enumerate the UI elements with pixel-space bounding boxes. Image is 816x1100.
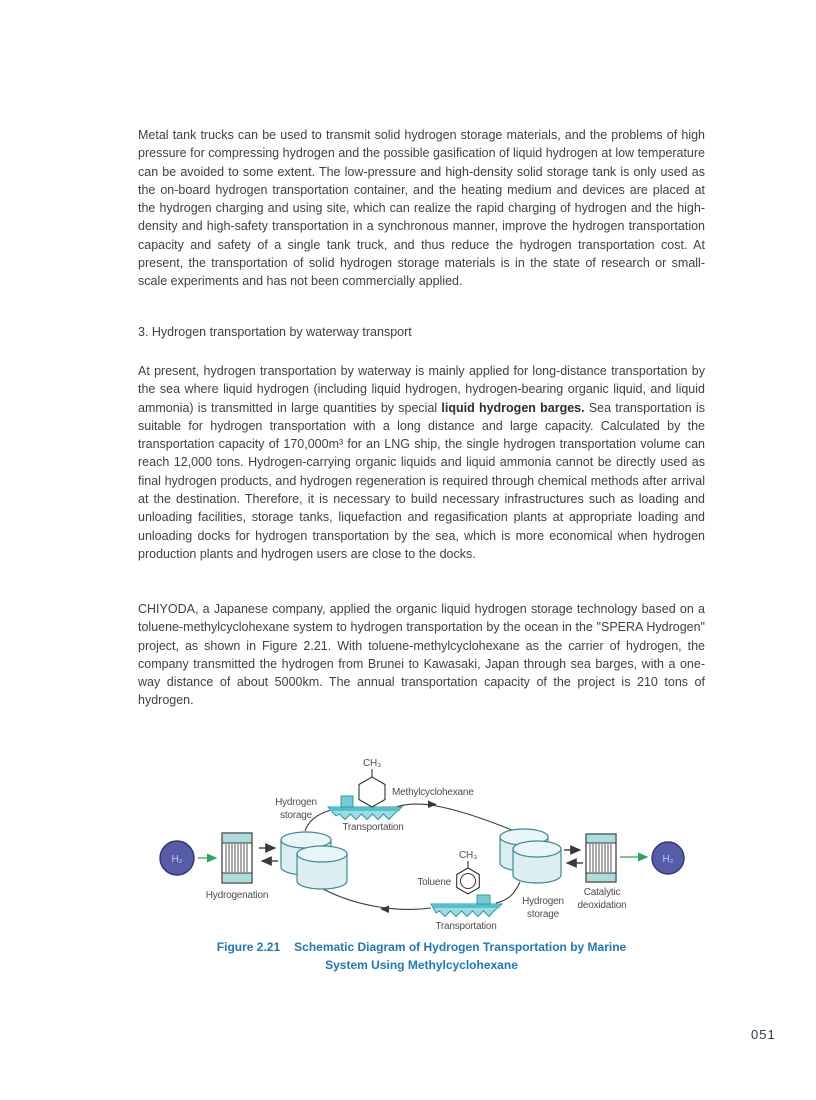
benzene-circle: [461, 874, 476, 889]
bold-term-liquid-hydrogen-barges: liquid hydrogen barges.: [441, 400, 585, 415]
hydrogen-storage-tanks-left: [281, 832, 347, 889]
ship-cabin: [477, 895, 490, 904]
paragraph-text: Sea transportation is suitable for hydrogen transportation with a long distance and large capacity. Calculated by the transportation capacity of 170,000m³ for an LNG ship, the single hydrogen transportation volume can reach 12,000 tons. Hydrogen-carrying organic liquids and liquid ammonia cannot be directly used as final hydrogen products, and hydrogen regeneration is required through chemical methods after arrival at the destination. Therefore, it is necessary to build necessary infrastructures such as loading and unloading facilities, storage tanks, liquefaction and regasification plants at appropriate loading and unloading docks for hydrogen transportation by the sea, which is more economical when hydrogen production plants and hydrogen users are close to the docks.: [138, 400, 705, 561]
hydrogen-storage-left-label: Hydrogen: [275, 797, 317, 808]
reactor-bottom-band: [222, 873, 252, 883]
methylcyclohexane-label: Methylcyclohexane: [392, 787, 474, 798]
cycle-arc-bottom-left: [323, 889, 431, 909]
tank-top: [513, 841, 561, 857]
paragraph-chiyoda: CHIYODA, a Japanese company, applied the organic liquid hydrogen storage technology based on a toluene-methylcyclohexane system to hydrogen transportation by the ocean in the "SPERA Hydrogen" project, as shown in Figure 2.21. With toluene-methylcyclohexane as the carrier of hydrogen, the company transmitted the hydrogen from Brunei to Kawasaki, Japan through sea barges, with a one-way distance of about 5000km. The annual transportation capacity of the project is 210 tons of hydrogen.: [138, 602, 705, 708]
cycle-arc-top-right: [396, 804, 512, 830]
ch3-top-label: CH₃: [363, 758, 381, 769]
figure-caption: [138, 938, 705, 974]
figure-caption-label: Figure 2.21: [216, 940, 281, 954]
paragraph-solid-storage: Metal tank trucks can be used to transmit solid hydrogen storage materials, and the problems of high pressure for compressing hydrogen and the possible gasification of liquid hydrogen at low temperature can be avoided to some extent. The low-pressure and high-density solid storage tank is only used as the on-board hydrogen transportation container, and the heating medium and devices are placed at the hydrogen charging and using site, which can realize the rapid charging of hydrogen and the high-density and high-safety transportation in a synchronous manner, improve the hydrogen transportation capacity and safety of a single tank truck, and thus reduce the hydrogen transportation cost. At present, the transportation of solid hydrogen storage materials is in the state of research or small-scale experiments and has not been commercially applied.: [138, 128, 705, 289]
figure-2-21-diagram: [140, 748, 710, 943]
hydrogen-storage-left-label: storage: [280, 810, 312, 821]
transportation-bottom-label: Transportation: [435, 921, 497, 932]
section-heading: 3. Hydrogen transportation by waterway transport: [138, 325, 412, 339]
reactor-top-band: [222, 833, 252, 843]
hydrogen-storage-right-label: Hydrogen: [522, 896, 564, 907]
arrowhead-bottom-icon: [380, 906, 389, 914]
figure-caption-line2: System Using Methylcyclohexane: [325, 958, 518, 972]
h2-output-node: [652, 842, 684, 874]
catalytic-deoxidation-label: deoxidation: [577, 900, 627, 911]
hydrogenation-reactor: [222, 833, 252, 883]
figure-caption-line1: [138, 938, 705, 956]
paragraph-text: At present, hydrogen transportation by waterway is mainly applied for long-distance transportation by the sea where liquid hydrogen (including liquid hydrogen, hydrogen-bearing organic liquid, and liquid ammonia) is transmitted in large quantities by special: [138, 364, 705, 415]
tank-top: [297, 846, 347, 862]
transportation-top-label: Transportation: [342, 822, 404, 833]
ship-cabin: [341, 796, 353, 807]
ship-deck: [330, 807, 400, 811]
barge-ship-top: [328, 796, 402, 820]
page-number: 051: [751, 1027, 776, 1042]
catalytic-deoxidation-reactor: [586, 834, 616, 882]
figure-caption-title: Schematic Diagram of Hydrogen Transportation by Marine: [294, 940, 627, 954]
h2-left-label: H₂: [171, 854, 183, 865]
arrowhead-top-icon: [428, 801, 437, 809]
ch3-bottom-label: CH₃: [459, 850, 477, 861]
h2-source-node: [160, 841, 194, 875]
reactor-bottom-band: [586, 873, 616, 882]
reactor-top-band: [586, 834, 616, 843]
toluene-molecule: [457, 850, 480, 894]
cycle-arc-bottom-right: [496, 882, 520, 903]
toluene-label: Toluene: [417, 877, 451, 888]
cyclohexane-ring: [359, 777, 385, 807]
hydrogen-storage-right-label: storage: [527, 909, 559, 920]
barge-ship-bottom: [431, 895, 502, 917]
paragraph-waterway: [138, 362, 705, 563]
catalytic-deoxidation-label: Catalytic: [583, 887, 621, 898]
hydrogen-storage-tanks-right: [500, 829, 561, 883]
h2-right-label: H₂: [662, 854, 674, 865]
hydrogenation-label: Hydrogenation: [205, 890, 269, 901]
methylcyclohexane-molecule: [359, 758, 385, 807]
ship-deck: [433, 904, 500, 908]
